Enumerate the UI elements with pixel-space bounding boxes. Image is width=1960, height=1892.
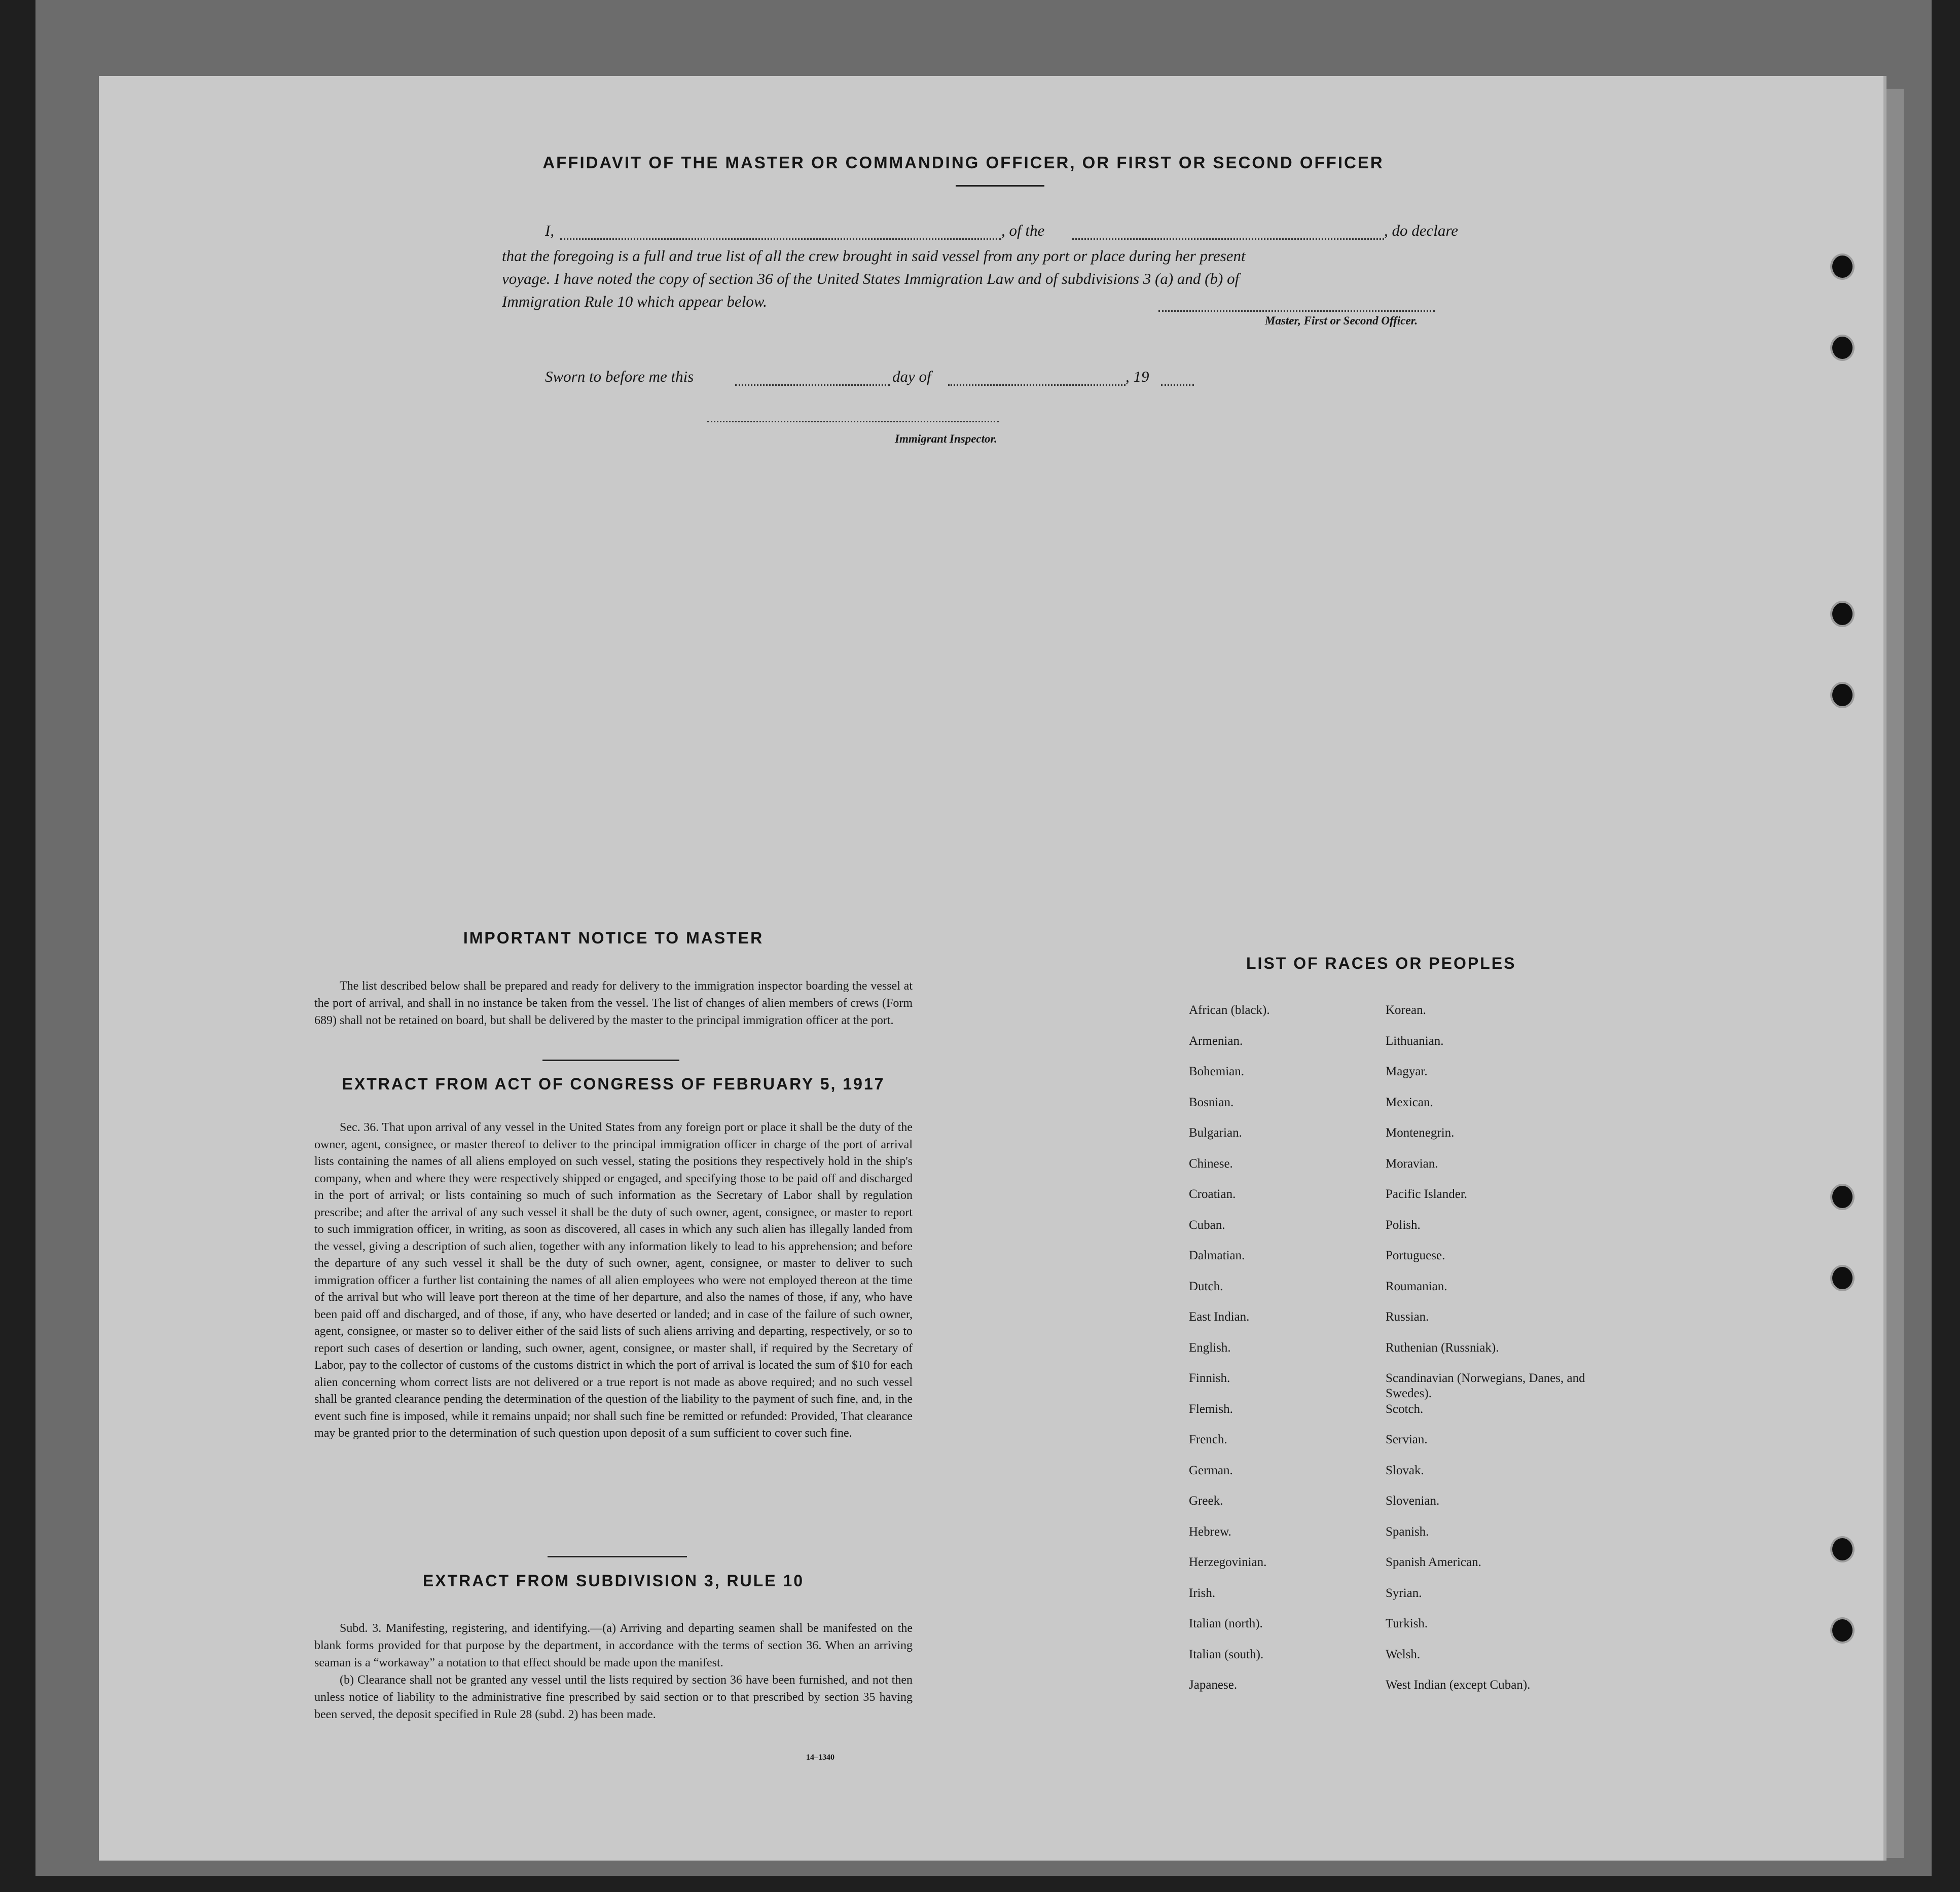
punch-hole <box>1830 1184 1855 1210</box>
race-item: Chinese. <box>1189 1156 1233 1171</box>
notice-title: IMPORTANT NOTICE TO MASTER <box>463 929 764 947</box>
race-item: Slovak. <box>1386 1463 1424 1477</box>
race-item: East Indian. <box>1189 1310 1250 1324</box>
race-item: Dalmatian. <box>1189 1249 1245 1262</box>
race-item: Pacific Islander. <box>1386 1187 1468 1201</box>
race-item: German. <box>1189 1463 1233 1477</box>
race-item: African (black). <box>1189 1003 1270 1017</box>
race-item: English. <box>1189 1340 1231 1355</box>
race-item: Mexican. <box>1386 1095 1433 1109</box>
notice-text <box>314 977 913 1029</box>
race-item: Moravian. <box>1386 1156 1438 1171</box>
inspector-signature-field[interactable] <box>707 421 999 422</box>
act-title: EXTRACT FROM ACT OF CONGRESS OF FEBRUARY 5, 1917 <box>342 1075 885 1093</box>
race-item: French. <box>1189 1433 1227 1446</box>
race-item: Portuguese. <box>1386 1249 1445 1262</box>
race-item: Roumanian. <box>1386 1279 1447 1293</box>
form-sheet <box>99 76 1886 1861</box>
form-number: 14–1340 <box>806 1753 834 1762</box>
race-item: Japanese. <box>1189 1678 1238 1692</box>
punch-hole <box>1830 1265 1855 1291</box>
race-item: Armenian. <box>1189 1034 1243 1048</box>
race-item: Slovenian. <box>1386 1494 1440 1508</box>
race-item: Turkish. <box>1386 1617 1428 1630</box>
race-item: Lithuanian. <box>1386 1034 1444 1048</box>
race-item: Croatian. <box>1189 1187 1236 1201</box>
race-item: Bohemian. <box>1189 1065 1245 1078</box>
race-item: Bulgarian. <box>1189 1126 1242 1140</box>
races-title: LIST OF RACES OR PEOPLES <box>1246 954 1516 972</box>
punch-hole <box>1830 1617 1855 1644</box>
race-item: Welsh. <box>1386 1647 1421 1661</box>
declaration-line2: that the foregoing is a full and true list of all the crew brought in said vessel from any port or place during her present <box>502 247 1246 265</box>
sworn-year-field[interactable] <box>1161 384 1194 386</box>
sworn-day-of-label: day of <box>892 368 931 385</box>
race-item: Italian (north). <box>1189 1617 1263 1630</box>
race-item: Bosnian. <box>1189 1095 1234 1109</box>
race-item: Spanish. <box>1386 1524 1429 1539</box>
race-item: Servian. <box>1386 1433 1428 1446</box>
sworn-year-label: , 19 <box>1126 368 1149 385</box>
master-name-field[interactable] <box>560 238 1001 240</box>
race-item: Ruthenian (Russniak). <box>1386 1340 1499 1355</box>
punch-hole <box>1830 253 1855 280</box>
notice-divider <box>542 1060 679 1061</box>
race-item: Magyar. <box>1386 1065 1428 1078</box>
punch-hole <box>1830 682 1855 708</box>
race-item: Polish. <box>1386 1218 1421 1232</box>
race-item: Scandinavian (Norwegians, Danes, and Swedes). <box>1386 1371 1585 1400</box>
race-item: Montenegrin. <box>1386 1126 1455 1140</box>
title-underline <box>956 185 1044 187</box>
affidavit-title: AFFIDAVIT OF THE MASTER OR COMMANDING OFFICER, OR FIRST OR SECOND OFFICER <box>542 153 1384 172</box>
rule-paragraph-b: (b) Clearance shall not be granted any vessel until the lists required by section 36 have been furnished, and not then unless notice of liability to the administrative fine prescribed by said section or to that prescribed by section 35 having been served, the deposit specified in Rule 28 (subd. 2) has been made. <box>314 1673 913 1721</box>
act-divider <box>548 1556 687 1557</box>
officer-signature-field[interactable] <box>1158 310 1435 312</box>
race-item: Korean. <box>1386 1003 1426 1017</box>
officer-signature-label: Master, First or Second Officer. <box>1265 314 1418 327</box>
race-item: Herzegovinian. <box>1189 1555 1267 1569</box>
sworn-label: Sworn to before me this <box>545 368 694 385</box>
declaration-line3: voyage. I have noted the copy of section 36 of the United States Immigration Law and of subdivisions 3 (a) and (b) of <box>502 270 1240 287</box>
inspector-signature-label: Immigrant Inspector. <box>895 432 997 445</box>
race-item: Finnish. <box>1189 1371 1230 1385</box>
act-text <box>314 1119 913 1442</box>
race-item: Syrian. <box>1386 1586 1422 1600</box>
punch-hole <box>1830 1536 1855 1562</box>
race-item: Scotch. <box>1386 1402 1424 1416</box>
race-item: Flemish. <box>1189 1402 1233 1416</box>
punch-hole <box>1830 601 1855 627</box>
declaration-line1-start: I, <box>545 222 555 239</box>
race-item: Irish. <box>1189 1586 1216 1600</box>
sworn-day-field[interactable] <box>735 384 890 386</box>
race-item: Hebrew. <box>1189 1524 1231 1539</box>
race-item: Greek. <box>1189 1494 1223 1508</box>
act-section-36-paragraph: Sec. 36. That upon arrival of any vessel in the United States from any foreign port or place it shall be the duty of the owner, agent, consignee, or master thereof to deliver to the principal immigration officer in charge of the port of arrival lists containing the names of all aliens employed on such vessel, stating the positions they respectively hold in the ship's company, when and where they were respectively shipped or engaged, and specifying those to be paid off and discharged in the port of arrival; or lists containing so much of such information as the Secretary of Labor shall by regulation prescribe; and after the arrival of any such vessel it shall be the duty of such owner, agent, consignee, or master to report to such immigration officer, in writing, as soon as discovered, all cases in which any such alien has illegally landed from the vessel, giving a description of such alien, together with any information likely to lead to his apprehension; and before the departure of any such vessel it shall be the duty of such owner, agent, consignee, or master to deliver to such immigration officer a further list containing the names of all alien employees who were not employed thereon at the time of the arrival but who will leave port thereon at the time of her departure, and also the names of those, if any, who have been paid off and discharged, and of those, if any, who have deserted or landed; and in case of the failure of such owner, agent, consignee, or master so to deliver either of the said lists of such aliens arriving and departing, respectively, or so to report such cases of desertion or landing, such owner, agent, consignee, or master shall, if required by the Secretary of Labor, pay to the collector of customs of the customs district in which the port of arrival is located the sum of $10 for each alien concerning whom correct lists are not delivered or a true report is not made as above required; and no such vessel shall be granted clearance pending the determination of the question of the liability to the payment of such fine, and, in the event such fine is imposed, while it remains unpaid; nor shall such fine be remitted or refunded: Provided, That clearance may be granted prior to the determination of such question upon deposit of a sum sufficient to cover such fine. <box>314 1121 913 1440</box>
declaration-line4: Immigration Rule 10 which appear below. <box>502 293 767 310</box>
race-item: West Indian (except Cuban). <box>1386 1678 1531 1692</box>
race-item: Cuban. <box>1189 1218 1225 1232</box>
race-item: Russian. <box>1386 1310 1429 1324</box>
sheet-edge <box>1883 89 1904 1858</box>
sworn-month-field[interactable] <box>948 384 1126 386</box>
declaration-line1-mid: , of the <box>1001 222 1045 239</box>
race-item: Spanish American. <box>1386 1555 1481 1569</box>
race-item: Italian (south). <box>1189 1647 1264 1661</box>
declaration-line1-end: , do declare <box>1384 222 1459 239</box>
rule-title: EXTRACT FROM SUBDIVISION 3, RULE 10 <box>422 1572 805 1590</box>
vessel-name-field[interactable] <box>1072 238 1384 240</box>
notice-paragraph: The list described below shall be prepared and ready for delivery to the immigration inspector boarding the vessel at the port of arrival, and shall in no instance be taken from the vessel. The list of changes of alien members of crews (Form 689) shall not be retained on board, but shall be delivered by the master to the principal immigration officer at the port. <box>314 979 913 1027</box>
rule-text <box>314 1620 913 1723</box>
rule-paragraph-a: Subd. 3. Manifesting, registering, and identifying.—(a) Arriving and departing seamen shall be manifested on the blank forms provided for that purpose by the department, in accordance with the terms of section 36. When an arriving seaman is a “workaway” a notation to that effect should be made upon the manifest. <box>314 1622 913 1669</box>
race-item: Dutch. <box>1189 1279 1223 1293</box>
punch-hole <box>1830 335 1855 361</box>
